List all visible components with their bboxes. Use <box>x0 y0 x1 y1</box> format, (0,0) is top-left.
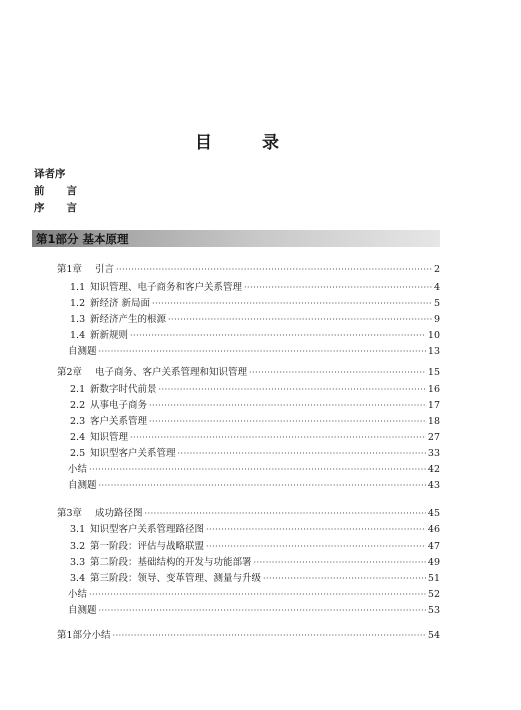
toc-entry-label: 第一阶段：评估与战略联盟 <box>90 541 205 552</box>
toc-entry[interactable] <box>70 539 440 555</box>
dot-leader <box>145 506 426 522</box>
toc-entry-label: 客户关系管理 <box>90 416 148 427</box>
dot-leader <box>178 446 426 462</box>
toc-entry-number: 2.1 <box>70 384 86 395</box>
toc-entry[interactable] <box>68 587 440 603</box>
toc-entry-page-number: 13 <box>427 346 440 357</box>
toc-entry-page-number: 46 <box>427 524 440 535</box>
dot-leader <box>254 555 426 571</box>
toc-entry[interactable] <box>57 365 440 381</box>
dot-leader <box>89 587 426 603</box>
toc-entry-page-number: 49 <box>427 557 440 568</box>
toc-entry[interactable] <box>70 382 440 398</box>
toc-entry[interactable] <box>70 398 440 414</box>
toc-entry[interactable] <box>70 522 440 538</box>
toc-entry-number: 1.4 <box>70 330 86 341</box>
dot-leader <box>168 312 432 328</box>
dot-leader <box>249 365 426 381</box>
toc-entry-page-number: 2 <box>433 264 440 275</box>
toc-title-char-2: 录 <box>262 133 279 153</box>
toc-entry-label: 新新规则 <box>90 330 129 341</box>
toc-entry-page-number: 9 <box>433 314 440 325</box>
toc-entry[interactable] <box>70 571 440 587</box>
toc-entry-page-number: 47 <box>427 541 440 552</box>
toc-entry-page-number: 54 <box>427 630 440 641</box>
dot-leader <box>113 628 426 644</box>
toc-entry-label: 引言 <box>95 264 115 275</box>
dot-leader <box>99 603 426 619</box>
toc-entry[interactable] <box>70 555 440 571</box>
toc-entry-label: 知识型客户关系管理 <box>90 448 176 459</box>
part-header-bar <box>32 230 440 247</box>
toc-entry-page-number: 5 <box>433 298 440 309</box>
toc-entry-page-number: 43 <box>427 480 440 491</box>
toc-entry-label: 新经济产生的根源 <box>90 314 167 325</box>
front-matter-list <box>34 166 77 217</box>
toc-entry-number: 1.3 <box>70 314 86 325</box>
toc-entry[interactable] <box>68 462 440 478</box>
toc-entry-label: 第二阶段：基础结构的开发与功能部署 <box>90 557 252 568</box>
toc-entry-page-number: 17 <box>427 400 440 411</box>
dot-leader <box>263 571 426 587</box>
toc-entry-label: 小结 <box>68 589 88 600</box>
toc-entry-page-number: 10 <box>427 330 440 341</box>
toc-entry-number: 3.1 <box>70 524 86 535</box>
toc-entry-label: 第三阶段：领导、变革管理、测量与升级 <box>90 573 262 584</box>
toc-entry-page-number: 53 <box>427 605 440 616</box>
toc-entry-label: 自测题 <box>68 346 97 357</box>
toc-entry-number: 第2章 <box>57 367 83 378</box>
toc-entry-number: 2.3 <box>70 416 86 427</box>
toc-entry-number: 2.5 <box>70 448 86 459</box>
toc-entry[interactable] <box>70 414 440 430</box>
toc-entry[interactable] <box>70 328 440 344</box>
toc-entry-page-number: 51 <box>427 573 440 584</box>
toc-entry-number: 3.4 <box>70 573 86 584</box>
toc-entry-page-number: 27 <box>427 432 440 443</box>
toc-entry-number: 3.2 <box>70 541 86 552</box>
toc-entry-number: 第3章 <box>57 508 83 519</box>
toc-entry[interactable] <box>70 280 440 296</box>
toc-entry-label: 新经济 新局面 <box>90 298 151 309</box>
front-matter-translator-preface: 译者序 <box>34 168 66 180</box>
toc-entry[interactable] <box>57 506 440 522</box>
toc-entry-page-number: 33 <box>427 448 440 459</box>
toc-entry-label: 电子商务、客户关系管理和知识管理 <box>95 367 248 378</box>
toc-entry[interactable] <box>68 478 440 494</box>
dot-leader <box>130 430 426 446</box>
toc-entry-label: 自测题 <box>68 480 97 491</box>
front-matter-foreword: 前 言 <box>34 185 77 197</box>
toc-entry[interactable] <box>70 430 440 446</box>
toc-entry[interactable] <box>70 296 440 312</box>
toc-entry-label: 新数字时代前景 <box>90 384 157 395</box>
dot-leader <box>206 522 426 538</box>
toc-entry-page-number: 18 <box>427 416 440 427</box>
toc-entry-label: 知识管理 <box>90 432 129 443</box>
dot-leader <box>244 280 432 296</box>
toc-entry-label: 知识型客户关系管理路径图 <box>90 524 205 535</box>
dot-leader <box>149 398 426 414</box>
toc-title-char-1: 目 <box>195 133 212 153</box>
toc-entry-page-number: 45 <box>427 508 440 519</box>
toc-entry-label: 自测题 <box>68 605 97 616</box>
dot-leader <box>99 344 426 360</box>
toc-entry[interactable] <box>70 446 440 462</box>
toc-entry-page-number: 52 <box>427 589 440 600</box>
toc-entry[interactable] <box>57 628 440 644</box>
toc-entry-number: 第1章 <box>57 264 83 275</box>
toc-entry-number: 2.2 <box>70 400 86 411</box>
toc-entry-label: 成功路径图 <box>95 508 143 519</box>
toc-entry-label: 第1部分小结 <box>57 630 111 641</box>
toc-entry[interactable] <box>70 312 440 328</box>
dot-leader <box>152 296 432 312</box>
dot-leader <box>130 328 426 344</box>
dot-leader <box>116 262 432 278</box>
toc-entry[interactable] <box>68 344 440 360</box>
toc-entry[interactable] <box>57 262 440 278</box>
toc-entry-page-number: 16 <box>427 384 440 395</box>
dot-leader <box>89 462 426 478</box>
dot-leader <box>149 414 426 430</box>
dot-leader <box>99 478 426 494</box>
part-header-label: 第1部分 基本原理 <box>36 232 129 246</box>
dot-leader <box>206 539 426 555</box>
front-matter-preface: 序 言 <box>34 202 77 214</box>
toc-entry-label: 从事电子商务 <box>90 400 148 411</box>
dot-leader <box>159 382 426 398</box>
toc-entry-page-number: 4 <box>433 282 440 293</box>
toc-entry-number: 3.3 <box>70 557 86 568</box>
toc-entry-number: 2.4 <box>70 432 86 443</box>
toc-entry-page-number: 15 <box>427 367 440 378</box>
toc-entry[interactable] <box>68 603 440 619</box>
toc-entry-number: 1.2 <box>70 298 86 309</box>
toc-entry-label: 知识管理、电子商务和客户关系管理 <box>90 282 243 293</box>
toc-entry-label: 小结 <box>68 464 88 475</box>
toc-entry-page-number: 42 <box>427 464 440 475</box>
toc-entry-number: 1.1 <box>70 282 86 293</box>
